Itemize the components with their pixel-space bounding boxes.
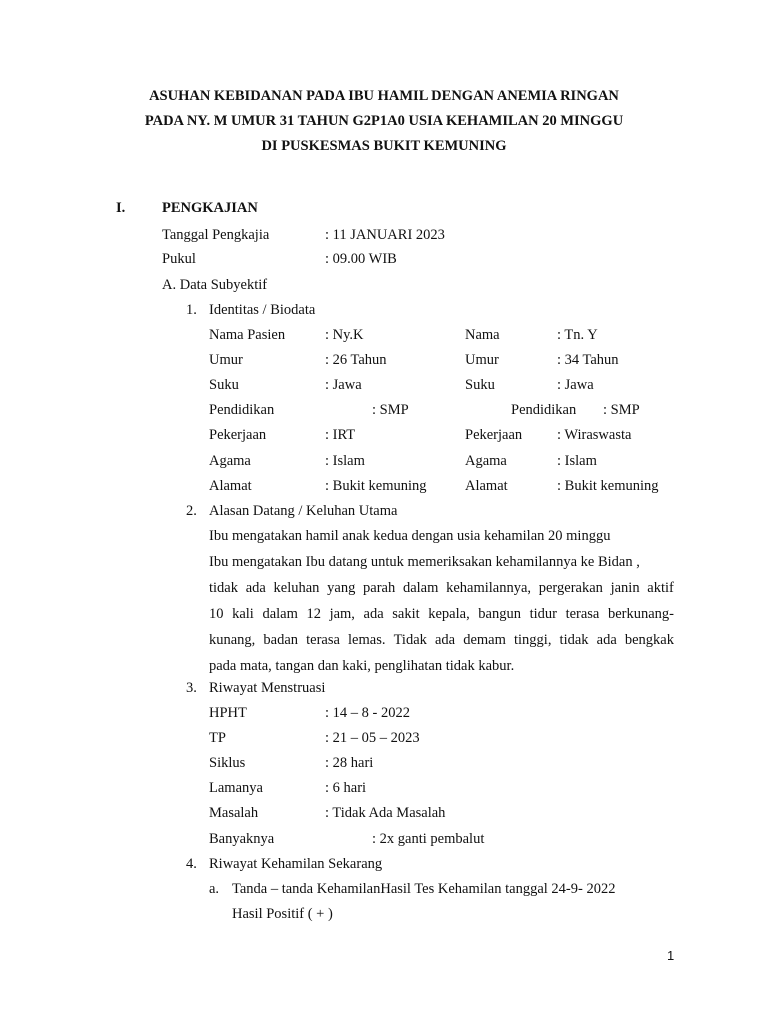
paragraph-line	[209, 627, 674, 653]
word: ada	[596, 632, 617, 648]
paragraph-line	[209, 575, 674, 601]
alasan-num: 2.	[186, 503, 197, 519]
right-value: : 34 Tahun	[557, 352, 619, 368]
title-line-3: DI PUSKESMAS BUKIT KEMUNING	[261, 138, 507, 154]
word: janin	[610, 580, 640, 596]
right-label: Umur	[465, 352, 499, 368]
menstruasi-heading: Riwayat Menstruasi	[209, 680, 326, 696]
title-line-2: PADA NY. M UMUR 31 TAHUN G2P1A0 USIA KEHAMILAN 20 MINGGU	[144, 113, 624, 129]
menstruasi-label: Lamanya	[209, 780, 263, 796]
subsection-a: A. Data Subyektif	[162, 277, 268, 293]
word: tidur	[529, 606, 557, 622]
menstruasi-label: HPHT	[209, 705, 247, 721]
left-value: : Jawa	[325, 377, 362, 393]
word: kehamilannya,	[446, 580, 532, 596]
right-value: : Tn. Y	[557, 327, 598, 343]
right-label: Nama	[465, 327, 500, 343]
word: pergerakan	[538, 580, 603, 596]
word: badan	[263, 632, 299, 648]
alasan-heading: Alasan Datang / Keluhan Utama	[209, 503, 398, 519]
menstruasi-label: Banyaknya	[209, 831, 275, 847]
word: dalam	[402, 580, 439, 596]
word: demam	[463, 632, 506, 648]
section-number: I.	[116, 200, 126, 216]
pukul-label: Pukul	[162, 251, 196, 267]
word: terasa	[565, 606, 600, 622]
left-value: : IRT	[325, 427, 356, 443]
word: kepala,	[428, 606, 470, 622]
identitas-heading: Identitas / Biodata	[209, 302, 316, 318]
word: 10	[209, 606, 224, 622]
left-value: : Ny.K	[325, 327, 364, 343]
title-line-1: ASUHAN KEBIDANAN PADA IBU HAMIL DENGAN ANEMIA RINGAN	[149, 88, 619, 104]
left-value: : SMP	[372, 402, 409, 418]
word: sakit	[392, 606, 420, 622]
menstruasi-value: : 14 – 8 - 2022	[325, 705, 410, 721]
paragraph-line: Ibu mengatakan Ibu datang untuk memeriksakan kehamilannya ke Bidan ,	[209, 554, 640, 570]
left-label: Umur	[209, 352, 243, 368]
kehamilan-item-a-text-2: Hasil Positif ( + )	[232, 906, 333, 922]
right-label: Agama	[465, 453, 507, 469]
left-label: Pendidikan	[209, 402, 275, 418]
word: ada	[434, 632, 456, 648]
left-label: Nama Pasien	[209, 327, 286, 343]
page-number: 1	[667, 948, 675, 963]
menstruasi-label: Masalah	[209, 805, 259, 821]
left-label: Pekerjaan	[209, 427, 267, 443]
word: 12	[306, 606, 321, 622]
word: bangun	[478, 606, 521, 622]
right-label: Pekerjaan	[465, 427, 523, 443]
tanggal-label: Tanggal Pengkajia	[162, 227, 270, 243]
kehamilan-item-a-num: a.	[209, 881, 220, 897]
right-label: Alamat	[465, 478, 508, 494]
section-heading: PENGKAJIAN	[162, 200, 258, 216]
paragraph-line	[209, 601, 674, 627]
menstruasi-value: : 2x ganti pembalut	[372, 831, 485, 847]
word: bengkak	[624, 632, 674, 648]
paragraph-line: Ibu mengatakan hamil anak kedua dengan usia kehamilan 20 minggu	[209, 528, 611, 544]
word: kali	[232, 606, 254, 622]
menstruasi-label: Siklus	[209, 755, 246, 771]
menstruasi-value: : 28 hari	[325, 755, 374, 771]
left-label: Alamat	[209, 478, 252, 494]
word: tidak	[209, 580, 238, 596]
word: ada	[245, 580, 266, 596]
word: terasa	[306, 632, 340, 648]
menstruasi-label: TP	[209, 730, 226, 746]
menstruasi-value: : 6 hari	[325, 780, 367, 796]
menstruasi-value: : Tidak Ada Masalah	[325, 805, 446, 821]
right-value: : SMP	[603, 402, 640, 418]
identitas-num: 1.	[186, 302, 197, 318]
right-value: : Bukit kemuning	[557, 478, 659, 494]
menstruasi-value: : 21 – 05 – 2023	[325, 730, 420, 746]
word: aktif	[647, 580, 674, 596]
word: tidak	[559, 632, 589, 648]
left-value: : Islam	[325, 453, 365, 469]
tanggal-value: : 11 JANUARI 2023	[325, 227, 445, 243]
word: ada	[363, 606, 384, 622]
word: jam,	[329, 606, 355, 622]
left-label: Agama	[209, 453, 251, 469]
word: tinggi,	[513, 632, 552, 648]
right-label: Pendidikan	[511, 402, 577, 418]
right-value: : Islam	[557, 453, 597, 469]
word: kunang,	[209, 632, 256, 648]
word: yang	[327, 580, 356, 596]
paragraph-line: pada mata, tangan dan kaki, penglihatan tidak kabur.	[209, 658, 515, 674]
kehamilan-num: 4.	[186, 856, 197, 872]
word: berkunang-	[607, 606, 674, 622]
word: Tidak	[393, 632, 427, 648]
word: keluhan	[273, 580, 320, 596]
alasan-paragraph	[209, 523, 674, 679]
kehamilan-item-a-text: Tanda – tanda KehamilanHasil Tes Kehamilan tanggal 24-9- 2022	[232, 881, 616, 897]
pukul-value: : 09.00 WIB	[325, 251, 397, 267]
right-value: : Wiraswasta	[557, 427, 632, 443]
word: lemas.	[348, 632, 386, 648]
menstruasi-num: 3.	[186, 680, 197, 696]
kehamilan-heading: Riwayat Kehamilan Sekarang	[209, 856, 383, 872]
left-label: Suku	[209, 377, 239, 393]
right-value: : Jawa	[557, 377, 594, 393]
left-value: : 26 Tahun	[325, 352, 387, 368]
right-label: Suku	[465, 377, 495, 393]
word: parah	[363, 580, 396, 596]
word: dalam	[262, 606, 298, 622]
left-value: : Bukit kemuning	[325, 478, 427, 494]
